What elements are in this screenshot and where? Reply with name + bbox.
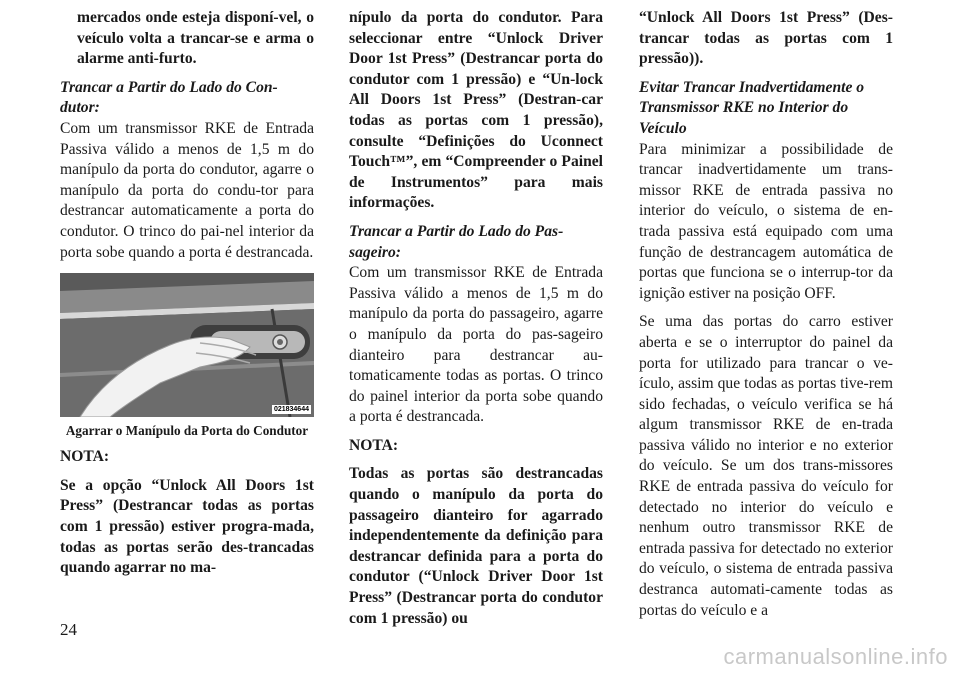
hand-gripping-handle-illustration (60, 273, 314, 417)
column-1 (60, 8, 314, 579)
continuation-text: mercados onde esteja disponí-vel, o veículo volta a trancar-se e arma o alarme anti-furto. (77, 9, 314, 68)
column-2 (349, 8, 603, 629)
section-heading-driver: Trancar a Partir do Lado do Con-dutor: (60, 78, 278, 117)
page-number: 24 (60, 620, 77, 639)
continuation-text: nípulo da porta do condutor. Para seleccionar entre “Unlock Driver Door 1st Press” (Destrancar porta do condutor com 1 pressão) e “Un-lock All Doors 1st Press” (Destran-car todas as portas com 1 pressão), consulte “Definições do Uconnect Touch™”, em “Compreender o Painel de Instrumentos” para mais informações. (349, 9, 603, 212)
note-label: NOTA: (60, 448, 110, 466)
column-3 (639, 8, 893, 621)
note-text: Se a opção “Unlock All Doors 1st Press” (Destrancar todas as portas com 1 pressão) estiver progra-mada, todas as portas serão des-trancadas quando agarrar no ma- (60, 476, 314, 577)
door-handle-figure (60, 273, 314, 417)
body-paragraph-driver: Com um transmissor RKE de Entrada Passiva válido a menos de 1,5 m do manípulo da porta do condutor, agarre o manípulo da porta do condu-tor para destrancar automaticamente a porta do condutor. O trinco do pai-nel interior da porta sobe quando a porta é destrancada. (60, 119, 314, 261)
section-heading-avoid-locking: Evitar Trancar Inadvertidamente o Transmissor RKE no Interior do Veículo (639, 78, 865, 137)
figure-code: 021834644 (273, 406, 309, 414)
note-text: Todas as portas são destrancadas quando o manípulo da porta do passageiro dianteiro for agarrado independentemente da definição para destrancar definida para a porta do condutor (“Unlock Driver Door 1st Press” (Destrancar porta do condutor com 1 pressão) ou (349, 465, 603, 627)
note-label: NOTA: (349, 436, 399, 454)
continuation-text: “Unlock All Doors 1st Press” (Des-trancar todas as portas com 1 pressão)). (639, 9, 893, 68)
body-paragraph-door-check: Se uma das portas do carro estiver aberta e se o interruptor do painel da porta for utilizado para trancar o ve-ículo, assim que todas as portas tive-rem sido fechadas, o veículo verifica se há algum transmissor RKE de en-trada passiva válido no interior e no exterior do veículo. Se um dos trans-missores RKE de entrada passiva do veículo for detectado no interior do veículo e nenhum outro transmissor RKE de entrada passiva for detectado no exterior do veículo, o sistema de entrada passiva destranca automati-camente todas as portas do veículo e a (639, 313, 893, 619)
body-paragraph-passenger: Com um transmissor RKE de Entrada Passiva válido a menos de 1,5 m do manípulo da porta do passageiro, agarre o manípulo da porta do pas-sageiro dianteiro para destrancar au-tomaticamente todas as portas. O trinco do painel interior da porta sobe quando a porta é destrancada. (349, 264, 603, 426)
body-paragraph-auto-unlock: Para minimizar a possibilidade de trancar inadvertidamente um trans-missor RKE de entrada passiva no interior do veículo, o sistema de en-trada passiva está equipado com uma função de destrancagem automática de portas que funciona se o interrup-tor da ignição estiver na posição OFF. (639, 140, 893, 302)
figure-caption: Agarrar o Manípulo da Porta do Condutor (65, 423, 309, 439)
section-heading-passenger: Trancar a Partir do Lado do Pas-sageiro: (349, 222, 564, 261)
watermark: carmanualsonline.info (723, 644, 948, 669)
